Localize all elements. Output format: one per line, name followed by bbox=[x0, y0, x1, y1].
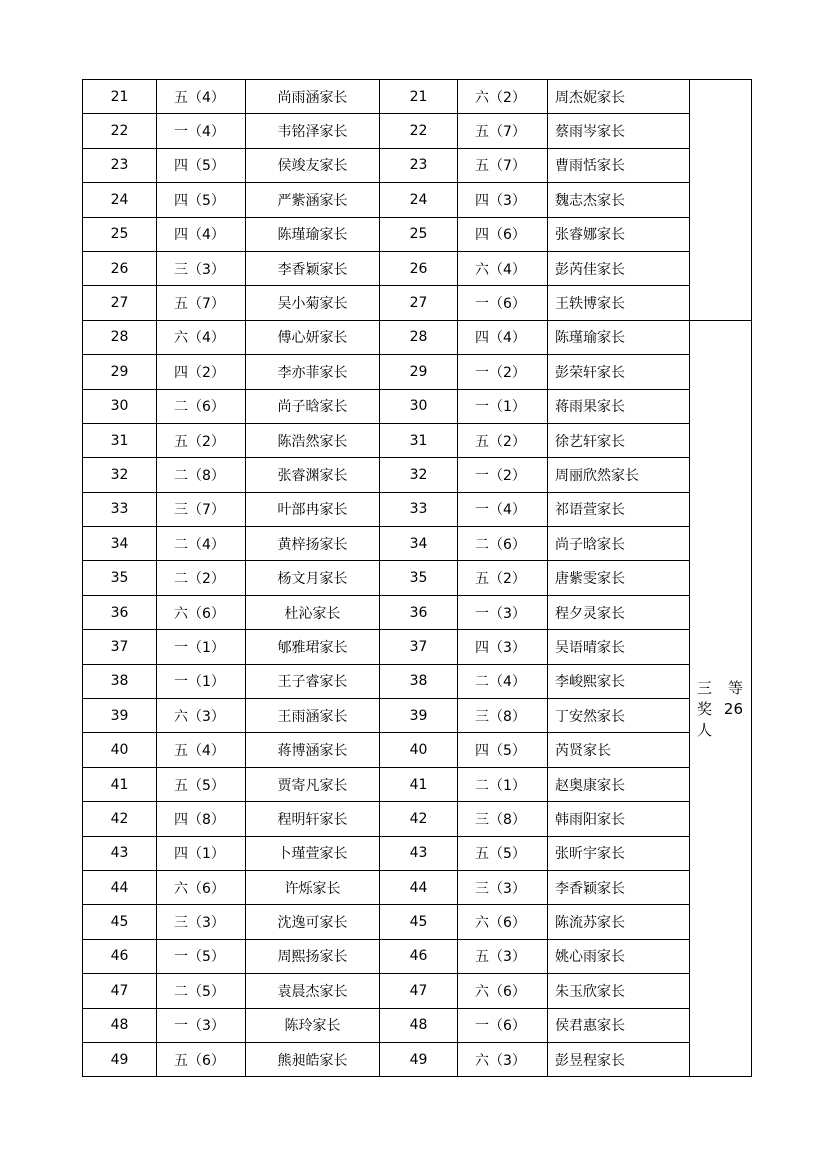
row-number-right: 36 bbox=[380, 595, 458, 629]
parent-name-right: 彭荣轩家长 bbox=[548, 355, 690, 389]
row-number-right: 42 bbox=[380, 802, 458, 836]
class-cell-right: 二（4） bbox=[458, 664, 548, 698]
parent-name-right: 魏志杰家长 bbox=[548, 183, 690, 217]
table-row bbox=[83, 561, 752, 595]
parent-name-left: 程明轩家长 bbox=[246, 802, 380, 836]
parent-name-left: 贾寄凡家长 bbox=[246, 767, 380, 801]
row-number-left: 39 bbox=[83, 699, 157, 733]
row-number-left: 34 bbox=[83, 527, 157, 561]
parent-name-left: 周熙扬家长 bbox=[246, 939, 380, 973]
parent-name-right: 朱玉欣家长 bbox=[548, 974, 690, 1008]
table-row bbox=[83, 939, 752, 973]
row-number-left: 43 bbox=[83, 836, 157, 870]
parent-name-left: 黄梓扬家长 bbox=[246, 527, 380, 561]
table-row bbox=[83, 355, 752, 389]
parent-name-right: 芮贤家长 bbox=[548, 733, 690, 767]
row-number-left: 35 bbox=[83, 561, 157, 595]
class-cell-left: 四（1） bbox=[157, 836, 246, 870]
class-cell-left: 五（4） bbox=[157, 733, 246, 767]
parent-name-left: 沈逸可家长 bbox=[246, 905, 380, 939]
table-row bbox=[83, 905, 752, 939]
parent-name-left: 陈玲家长 bbox=[246, 1008, 380, 1042]
parent-name-right: 周丽欣然家长 bbox=[548, 458, 690, 492]
table-row bbox=[83, 595, 752, 629]
parent-name-right: 陈流苏家长 bbox=[548, 905, 690, 939]
table-row bbox=[83, 217, 752, 251]
class-cell-right: 五（3） bbox=[458, 939, 548, 973]
award-label-line1: 三 等 bbox=[697, 679, 743, 698]
row-number-left: 48 bbox=[83, 1008, 157, 1042]
award-level-cell bbox=[690, 320, 752, 1077]
row-number-right: 32 bbox=[380, 458, 458, 492]
class-cell-right: 三（3） bbox=[458, 870, 548, 904]
class-cell-right: 五（5） bbox=[458, 836, 548, 870]
row-number-left: 31 bbox=[83, 423, 157, 457]
class-cell-right: 五（7） bbox=[458, 114, 548, 148]
table-row bbox=[83, 183, 752, 217]
row-number-right: 25 bbox=[380, 217, 458, 251]
class-cell-left: 六（6） bbox=[157, 595, 246, 629]
parent-name-left: 许烁家长 bbox=[246, 870, 380, 904]
class-cell-left: 一（1） bbox=[157, 630, 246, 664]
class-cell-right: 五（7） bbox=[458, 148, 548, 182]
class-cell-right: 一（4） bbox=[458, 492, 548, 526]
parent-name-right: 彭昱程家长 bbox=[548, 1042, 690, 1076]
table-row bbox=[83, 286, 752, 320]
row-number-right: 37 bbox=[380, 630, 458, 664]
parent-name-left: 严紫涵家长 bbox=[246, 183, 380, 217]
class-cell-right: 一（6） bbox=[458, 1008, 548, 1042]
class-cell-left: 五（7） bbox=[157, 286, 246, 320]
class-cell-right: 一（6） bbox=[458, 286, 548, 320]
parent-name-left: 熊昶皓家长 bbox=[246, 1042, 380, 1076]
class-cell-right: 三（8） bbox=[458, 699, 548, 733]
row-number-left: 33 bbox=[83, 492, 157, 526]
parent-name-right: 彭芮佳家长 bbox=[548, 251, 690, 285]
row-number-right: 26 bbox=[380, 251, 458, 285]
parent-name-left: 王雨涵家长 bbox=[246, 699, 380, 733]
parent-name-left: 韦铭泽家长 bbox=[246, 114, 380, 148]
class-cell-left: 二（8） bbox=[157, 458, 246, 492]
parent-name-left: 傅心妍家长 bbox=[246, 320, 380, 354]
row-number-left: 49 bbox=[83, 1042, 157, 1076]
row-number-left: 25 bbox=[83, 217, 157, 251]
class-cell-left: 三（3） bbox=[157, 251, 246, 285]
class-cell-right: 四（5） bbox=[458, 733, 548, 767]
class-cell-right: 一（2） bbox=[458, 458, 548, 492]
parent-name-right: 李峻熙家长 bbox=[548, 664, 690, 698]
row-number-right: 21 bbox=[380, 80, 458, 114]
class-cell-right: 一（3） bbox=[458, 595, 548, 629]
class-cell-left: 三（7） bbox=[157, 492, 246, 526]
award-label-line2: 奖 26 bbox=[697, 700, 743, 719]
parent-name-right: 唐紫雯家长 bbox=[548, 561, 690, 595]
class-cell-left: 五（2） bbox=[157, 423, 246, 457]
row-number-right: 34 bbox=[380, 527, 458, 561]
class-cell-right: 六（3） bbox=[458, 1042, 548, 1076]
parent-name-left: 卜瑾萱家长 bbox=[246, 836, 380, 870]
table-row bbox=[83, 148, 752, 182]
row-number-left: 38 bbox=[83, 664, 157, 698]
parent-name-right: 程夕灵家长 bbox=[548, 595, 690, 629]
class-cell-right: 五（2） bbox=[458, 423, 548, 457]
parent-name-left: 陈浩然家长 bbox=[246, 423, 380, 457]
parent-name-left: 尚子晗家长 bbox=[246, 389, 380, 423]
row-number-right: 24 bbox=[380, 183, 458, 217]
class-cell-left: 四（5） bbox=[157, 148, 246, 182]
row-number-left: 42 bbox=[83, 802, 157, 836]
parent-name-right: 祁语萱家长 bbox=[548, 492, 690, 526]
row-number-left: 41 bbox=[83, 767, 157, 801]
row-number-left: 23 bbox=[83, 148, 157, 182]
table-row bbox=[83, 492, 752, 526]
parent-name-right: 蒋雨果家长 bbox=[548, 389, 690, 423]
parent-name-right: 吴语晴家长 bbox=[548, 630, 690, 664]
row-number-right: 46 bbox=[380, 939, 458, 973]
parent-name-right: 曹雨恬家长 bbox=[548, 148, 690, 182]
class-cell-left: 四（8） bbox=[157, 802, 246, 836]
row-number-left: 37 bbox=[83, 630, 157, 664]
parent-name-right: 张睿娜家长 bbox=[548, 217, 690, 251]
parent-name-left: 叶部冉家长 bbox=[246, 492, 380, 526]
parent-name-left: 郇雅珺家长 bbox=[246, 630, 380, 664]
parent-name-left: 尚雨涵家长 bbox=[246, 80, 380, 114]
class-cell-left: 四（5） bbox=[157, 183, 246, 217]
row-number-right: 43 bbox=[380, 836, 458, 870]
table-row bbox=[83, 664, 752, 698]
class-cell-right: 三（8） bbox=[458, 802, 548, 836]
table-row bbox=[83, 114, 752, 148]
row-number-left: 36 bbox=[83, 595, 157, 629]
class-cell-left: 五（5） bbox=[157, 767, 246, 801]
class-cell-left: 一（1） bbox=[157, 664, 246, 698]
table-row bbox=[83, 733, 752, 767]
class-cell-right: 四（6） bbox=[458, 217, 548, 251]
class-cell-right: 六（6） bbox=[458, 905, 548, 939]
award-label-line3: 人 bbox=[697, 721, 713, 740]
parent-name-right: 王轶博家长 bbox=[548, 286, 690, 320]
row-number-left: 22 bbox=[83, 114, 157, 148]
parent-name-right: 赵奥康家长 bbox=[548, 767, 690, 801]
row-number-left: 29 bbox=[83, 355, 157, 389]
table-row bbox=[83, 836, 752, 870]
parent-name-right: 周杰妮家长 bbox=[548, 80, 690, 114]
row-number-right: 22 bbox=[380, 114, 458, 148]
parent-name-right: 陈瑾瑜家长 bbox=[548, 320, 690, 354]
table-row bbox=[83, 527, 752, 561]
class-cell-right: 四（3） bbox=[458, 630, 548, 664]
table-row bbox=[83, 974, 752, 1008]
table-row bbox=[83, 630, 752, 664]
row-number-left: 30 bbox=[83, 389, 157, 423]
table-row bbox=[83, 699, 752, 733]
class-cell-left: 四（2） bbox=[157, 355, 246, 389]
row-number-left: 21 bbox=[83, 80, 157, 114]
parent-name-right: 姚心雨家长 bbox=[548, 939, 690, 973]
table-body bbox=[83, 80, 752, 1077]
row-number-right: 49 bbox=[380, 1042, 458, 1076]
row-number-left: 40 bbox=[83, 733, 157, 767]
class-cell-left: 二（5） bbox=[157, 974, 246, 1008]
parent-name-left: 蒋博涵家长 bbox=[246, 733, 380, 767]
class-cell-left: 二（4） bbox=[157, 527, 246, 561]
table-row bbox=[83, 802, 752, 836]
table-row bbox=[83, 251, 752, 285]
row-number-right: 41 bbox=[380, 767, 458, 801]
parent-name-right: 蔡雨岑家长 bbox=[548, 114, 690, 148]
class-cell-right: 六（6） bbox=[458, 974, 548, 1008]
row-number-right: 45 bbox=[380, 905, 458, 939]
class-cell-left: 一（5） bbox=[157, 939, 246, 973]
row-number-right: 23 bbox=[380, 148, 458, 182]
class-cell-left: 四（4） bbox=[157, 217, 246, 251]
class-cell-right: 一（1） bbox=[458, 389, 548, 423]
table-row bbox=[83, 320, 752, 354]
parent-name-right: 张昕宇家长 bbox=[548, 836, 690, 870]
class-cell-left: 三（3） bbox=[157, 905, 246, 939]
table-row bbox=[83, 423, 752, 457]
parent-name-left: 李亦菲家长 bbox=[246, 355, 380, 389]
class-cell-left: 五（4） bbox=[157, 80, 246, 114]
class-cell-right: 四（3） bbox=[458, 183, 548, 217]
parent-name-right: 李香颖家长 bbox=[548, 870, 690, 904]
class-cell-left: 六（6） bbox=[157, 870, 246, 904]
row-number-left: 44 bbox=[83, 870, 157, 904]
class-cell-right: 六（4） bbox=[458, 251, 548, 285]
row-number-right: 30 bbox=[380, 389, 458, 423]
table-row bbox=[83, 458, 752, 492]
parent-name-left: 张睿渊家长 bbox=[246, 458, 380, 492]
parent-name-left: 李香颖家长 bbox=[246, 251, 380, 285]
parent-name-right: 韩雨阳家长 bbox=[548, 802, 690, 836]
row-number-right: 28 bbox=[380, 320, 458, 354]
row-number-right: 29 bbox=[380, 355, 458, 389]
class-cell-right: 六（2） bbox=[458, 80, 548, 114]
award-cell-previous bbox=[690, 80, 752, 321]
row-number-left: 28 bbox=[83, 320, 157, 354]
table-row bbox=[83, 389, 752, 423]
row-number-right: 39 bbox=[380, 699, 458, 733]
class-cell-left: 二（6） bbox=[157, 389, 246, 423]
award-list-table bbox=[82, 79, 752, 1077]
row-number-left: 27 bbox=[83, 286, 157, 320]
table-row bbox=[83, 80, 752, 114]
parent-name-left: 王子睿家长 bbox=[246, 664, 380, 698]
parent-name-left: 侯竣友家长 bbox=[246, 148, 380, 182]
parent-name-right: 徐艺轩家长 bbox=[548, 423, 690, 457]
row-number-right: 48 bbox=[380, 1008, 458, 1042]
class-cell-right: 五（2） bbox=[458, 561, 548, 595]
parent-name-left: 吴小菊家长 bbox=[246, 286, 380, 320]
table-row bbox=[83, 1042, 752, 1076]
parent-name-left: 陈瑾瑜家长 bbox=[246, 217, 380, 251]
row-number-right: 40 bbox=[380, 733, 458, 767]
row-number-right: 44 bbox=[380, 870, 458, 904]
table-row bbox=[83, 1008, 752, 1042]
class-cell-left: 二（2） bbox=[157, 561, 246, 595]
class-cell-left: 六（4） bbox=[157, 320, 246, 354]
parent-name-right: 丁安然家长 bbox=[548, 699, 690, 733]
class-cell-left: 六（3） bbox=[157, 699, 246, 733]
table-row bbox=[83, 767, 752, 801]
parent-name-left: 杨文月家长 bbox=[246, 561, 380, 595]
row-number-left: 45 bbox=[83, 905, 157, 939]
class-cell-right: 二（1） bbox=[458, 767, 548, 801]
row-number-left: 47 bbox=[83, 974, 157, 1008]
class-cell-right: 二（6） bbox=[458, 527, 548, 561]
class-cell-left: 一（4） bbox=[157, 114, 246, 148]
class-cell-left: 五（6） bbox=[157, 1042, 246, 1076]
class-cell-right: 一（2） bbox=[458, 355, 548, 389]
row-number-left: 46 bbox=[83, 939, 157, 973]
row-number-left: 26 bbox=[83, 251, 157, 285]
row-number-right: 33 bbox=[380, 492, 458, 526]
parent-name-right: 尚子晗家长 bbox=[548, 527, 690, 561]
row-number-right: 47 bbox=[380, 974, 458, 1008]
row-number-right: 35 bbox=[380, 561, 458, 595]
parent-name-right: 侯君惠家长 bbox=[548, 1008, 690, 1042]
row-number-right: 38 bbox=[380, 664, 458, 698]
table-row bbox=[83, 870, 752, 904]
class-cell-right: 四（4） bbox=[458, 320, 548, 354]
class-cell-left: 一（3） bbox=[157, 1008, 246, 1042]
parent-name-left: 袁晨杰家长 bbox=[246, 974, 380, 1008]
row-number-left: 24 bbox=[83, 183, 157, 217]
row-number-left: 32 bbox=[83, 458, 157, 492]
row-number-right: 31 bbox=[380, 423, 458, 457]
parent-name-left: 杜沁家长 bbox=[246, 595, 380, 629]
row-number-right: 27 bbox=[380, 286, 458, 320]
